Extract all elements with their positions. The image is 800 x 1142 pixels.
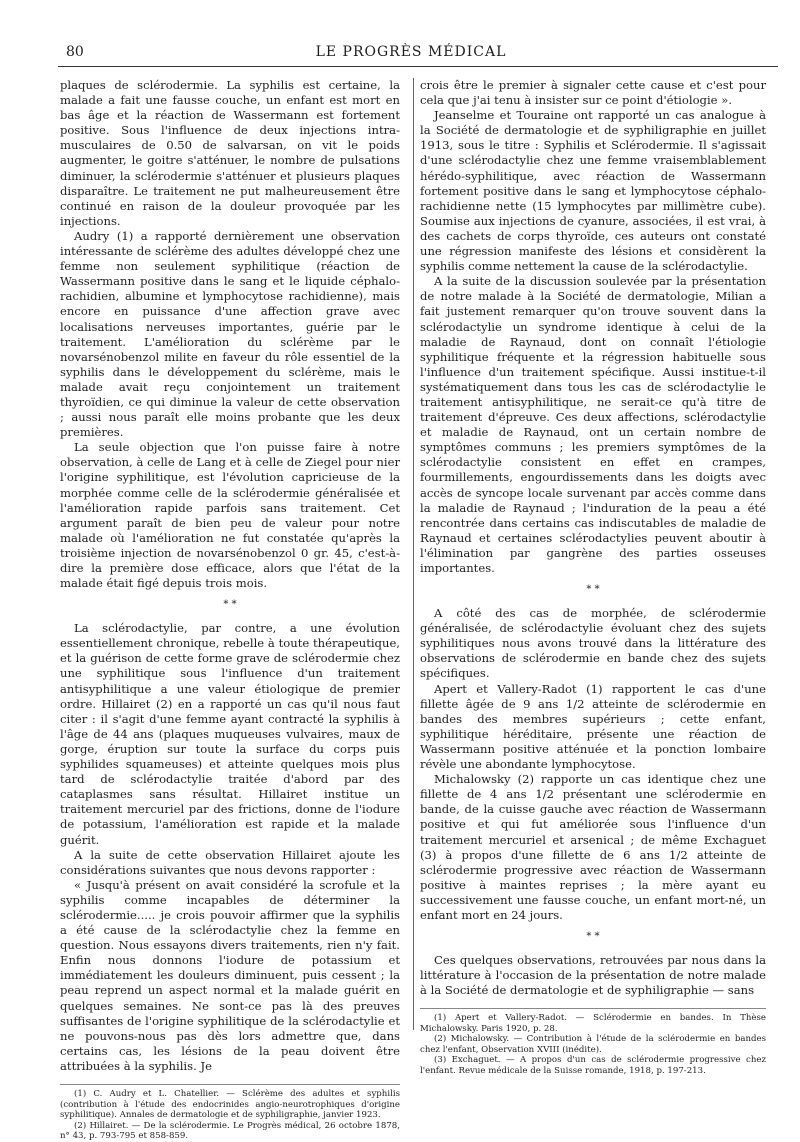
section-separator: * * — [586, 931, 600, 943]
right-column — [420, 78, 766, 1076]
paragraph: Michalowsky (2) rapporte un cas identique chez une fillette de 4 ans 1/2 présentant une sclérodermie en bande, de la cuisse gauche avec réaction de Wassermann positive et qui fut améliorée sous l'influence d'un traitement mercuriel et arsenical ; de même Exchaguet (3) à propos d'une fillette de 6 ans 1/2 atteinte de sclérodermie progressive avec réaction de Wassermann positive à maintes reprises ; la mère ayant eu successivement une fausse couche, un enfant mort-né, un enfant mort en 24 jours. — [420, 772, 766, 922]
paragraph: Ces quelques observations, retrouvées par nous dans la littérature à l'occasion de la présentation de notre malade à la Société de dermatologie et de syphiligraphie — sans — [420, 953, 766, 998]
paragraph: A la suite de la discussion soulevée par la présentation de notre malade à la Société de dermatologie, Milian a fait justement remarquer qu'on trouve souvent dans la sclérodactylie un syndrome identique à celui de la maladie de Raynaud, dont on connaît l'étiologie syphilitique fréquente et la régression habituelle sous l'influence d'un traitement spécifique. Aussi institue-t-il systématiquement dans tous les cas de sclérodactylie le traitement antisyphilitique, ne serait-ce qu'à titre de traitement d'épreuve. Ces deux affections, sclérodactylie et maladie de Raynaud, ont un certain nombre de symptômes communs ; les premiers symptômes de la sclérodactylie consistent en effet en crampes, fourmillements, engourdissements dans les doigts avec accès de syncope locale survenant par accès comme dans la maladie de Raynaud ; l'induration de la peau a été rencontrée dans certains cas indiscutables de maladie de Raynaud et certaines sclérodactylies peuvent aboutir à l'élimination par gangrène des parties osseuses importantes. — [420, 274, 766, 575]
section-separator: * * — [586, 584, 600, 596]
column-divider — [413, 78, 414, 1030]
paragraph: La sclérodactylie, par contre, a une évolution essentiellement chronique, rebelle à toute thérapeutique, et la guérison de cette forme grave de sclérodermie chez une syphilitique sous l'influence d'un traitement antisyphilitique a une valeur étiologique de premier ordre. Hillairet (2) en a rapporté un cas qu'il nous faut citer : il s'agit d'une femme ayant contracté la syphilis à l'âge de 44 ans (plaques muqueuses vulvaires, maux de gorge, éruption sur toute la surface du corps puis syphilides squameuses) et atteinte quelques mois plus tard de sclérodactylie traitée d'abord par des cataplasmes sans résultat. Hillairet institue un traitement mercuriel par des frictions, donne de l'iodure de potassium, l'amélioration est rapide et la malade guérit. — [60, 621, 400, 847]
footnote: (1) Apert et Vallery-Radot. — Sclérodermie en bandes. In Thèse Michalowsky. Paris 1920, p. 28. — [420, 1013, 766, 1034]
footnote-rule — [420, 1008, 766, 1009]
footnote: (2) Hillairet. — De la sclérodermie. Le Progrès médical, 26 octobre 1878, n° 43, p. 793-795 et 858-859. — [60, 1120, 400, 1141]
journal-title: LE PROGRÈS MÉDICAL — [315, 44, 507, 60]
paragraph: plaques de sclérodermie. La syphilis est certaine, la malade a fait une fausse couche, un enfant est mort en bas âge et la réaction de Wassermann est fortement positive. Sous l'influence de deux injections intra-musculaires de 0.50 de salvarsan, on vit le poids augmenter, le goitre s'atténuer, le nombre de pulsations diminuer, la sclérodermie s'atténuer et plusieurs plaques disparaître. Le traitement ne put malheureusement être continué en raison de la douleur provoquée par les injections. — [60, 78, 400, 228]
paragraph: A la suite de cette observation Hillairet ajoute les considérations suivantes que nous devons rapporter : — [60, 847, 400, 877]
header-rule — [58, 66, 778, 67]
left-column — [60, 78, 400, 1142]
paragraph: A côté des cas de morphée, de sclérodermie généralisée, de sclérodactylie évoluant chez des sujets syphilitiques nous avons trouvé dans la littérature des observations de sclérodermie en bande chez des sujets spécifiques. — [420, 606, 766, 681]
footnote-rule — [60, 1084, 400, 1085]
paragraph: Apert et Vallery-Radot (1) rapportent le cas d'une fillette âgée de 9 ans 1/2 atteinte de sclérodermie en bandes des membres supérieurs ; cette enfant, syphilitique héréditaire, présente une réaction de Wassermann positive atténuée et la ponction lombaire révèle une abondante lymphocytose. — [420, 681, 766, 772]
quotation-paragraph: « Jusqu'à présent on avait considéré la scrofule et la syphilis comme incapables de déterminer la sclérodermie..... je crois pouvoir affirmer que la syphilis a été cause de la sclérodactylie chez la femme en question. Nous essayons divers traitements, rien n'y fait. Enfin nous donnons l'iodure de potassium et immédiatement les douleurs diminuent, puis cessent ; la peau reprend un aspect normal et la malade guérit en quelques semaines. Ne sont-ce pas là des preuves suffisantes de l'origine syphilitique de la sclérodactylie et ne pouvons-nous pas dès lors admettre que, dans certains cas, les lésions de la peau doivent être attribuées à la syphilis. Je — [60, 877, 400, 1073]
section-separator: * * — [223, 599, 237, 611]
paragraph: La seule objection que l'on puisse faire à notre observation, à celle de Lang et à celle de Ziegel pour nier l'origine syphilitique, est l'évolution capricieuse de la morphée comme celle de la sclérodermie généralisée et l'amélioration rapide parfois sans traitement. Cet argument paraît de bien peu de valeur pour notre malade où l'amélioration ne fut constatée qu'après la troisième injection de novarsénobenzol 0 gr. 45, c'est-à-dire la première dose efficace, alors que l'état de la malade était figé depuis trois mois. — [60, 440, 400, 591]
paragraph: Jeanselme et Touraine ont rapporté un cas analogue à la Société de dermatologie et de syphiligraphie en juillet 1913, sous le titre : Syphilis et Sclérodermie. Il s'agissait d'une sclérodactylie chez une femme vraisemblablement hérédo-syphilitique, avec réaction de Wassermann fortement positive dans le sang et lymphocytose céphalo-rachidienne nette (15 lymphocytes par millimètre cube). Soumise aux injections de cyanure, associées, il est vrai, à des cachets de corps thyroïde, ces auteurs ont constaté une régression manifeste des lésions et considèrent la syphilis comme nettement la cause de la sclérodactylie. — [420, 108, 766, 274]
footnote: (2) Michalowsky. — Contribution à l'étude de la sclérodermie en bandes chez l'enfant, Observation XVIII (inédite). — [420, 1034, 766, 1055]
paragraph: crois être le premier à signaler cette cause et c'est pour cela que j'ai tenu à insister sur ce point d'étiologie ». — [420, 78, 766, 108]
page-number: 80 — [66, 44, 84, 60]
paragraph: Audry (1) a rapporté dernièrement une observation intéressante de sclérème des adultes développé chez une femme non seulement syphilitique (réaction de Wassermann positive dans le sang et le liquide céphalo-rachidien, albumine et lymphocytose rachidienne), mais encore en puissance d'une affection grave avec localisations nerveuses importantes, guérie par le traitement. L'amélioration du sclérème par le novarsénobenzol milite en faveur du rôle essentiel de la syphilis dans le développement du sclérème, mais le malade avait reçu conjointement un traitement thyroïdien, ce qui diminue la valeur de cette observation ; aussi nous paraît elle moins probante que les deux premières. — [60, 228, 400, 440]
footnote: (1) C. Audry et L. Chatellier. — Sclérème des adultes et syphilis (contribution à l'étude des endocrinides angio-neurotrophiques d'origine syphilitique). Annales de dermatologie et de syphiligraphie, janvier 1923. — [60, 1089, 400, 1120]
footnote: (3) Exchaguet. — A propos d'un cas de sclérodermie progressive chez l'enfant. Revue médicale de la Suisse romande, 1918, p. 197-213. — [420, 1055, 766, 1076]
page-header — [58, 42, 764, 64]
